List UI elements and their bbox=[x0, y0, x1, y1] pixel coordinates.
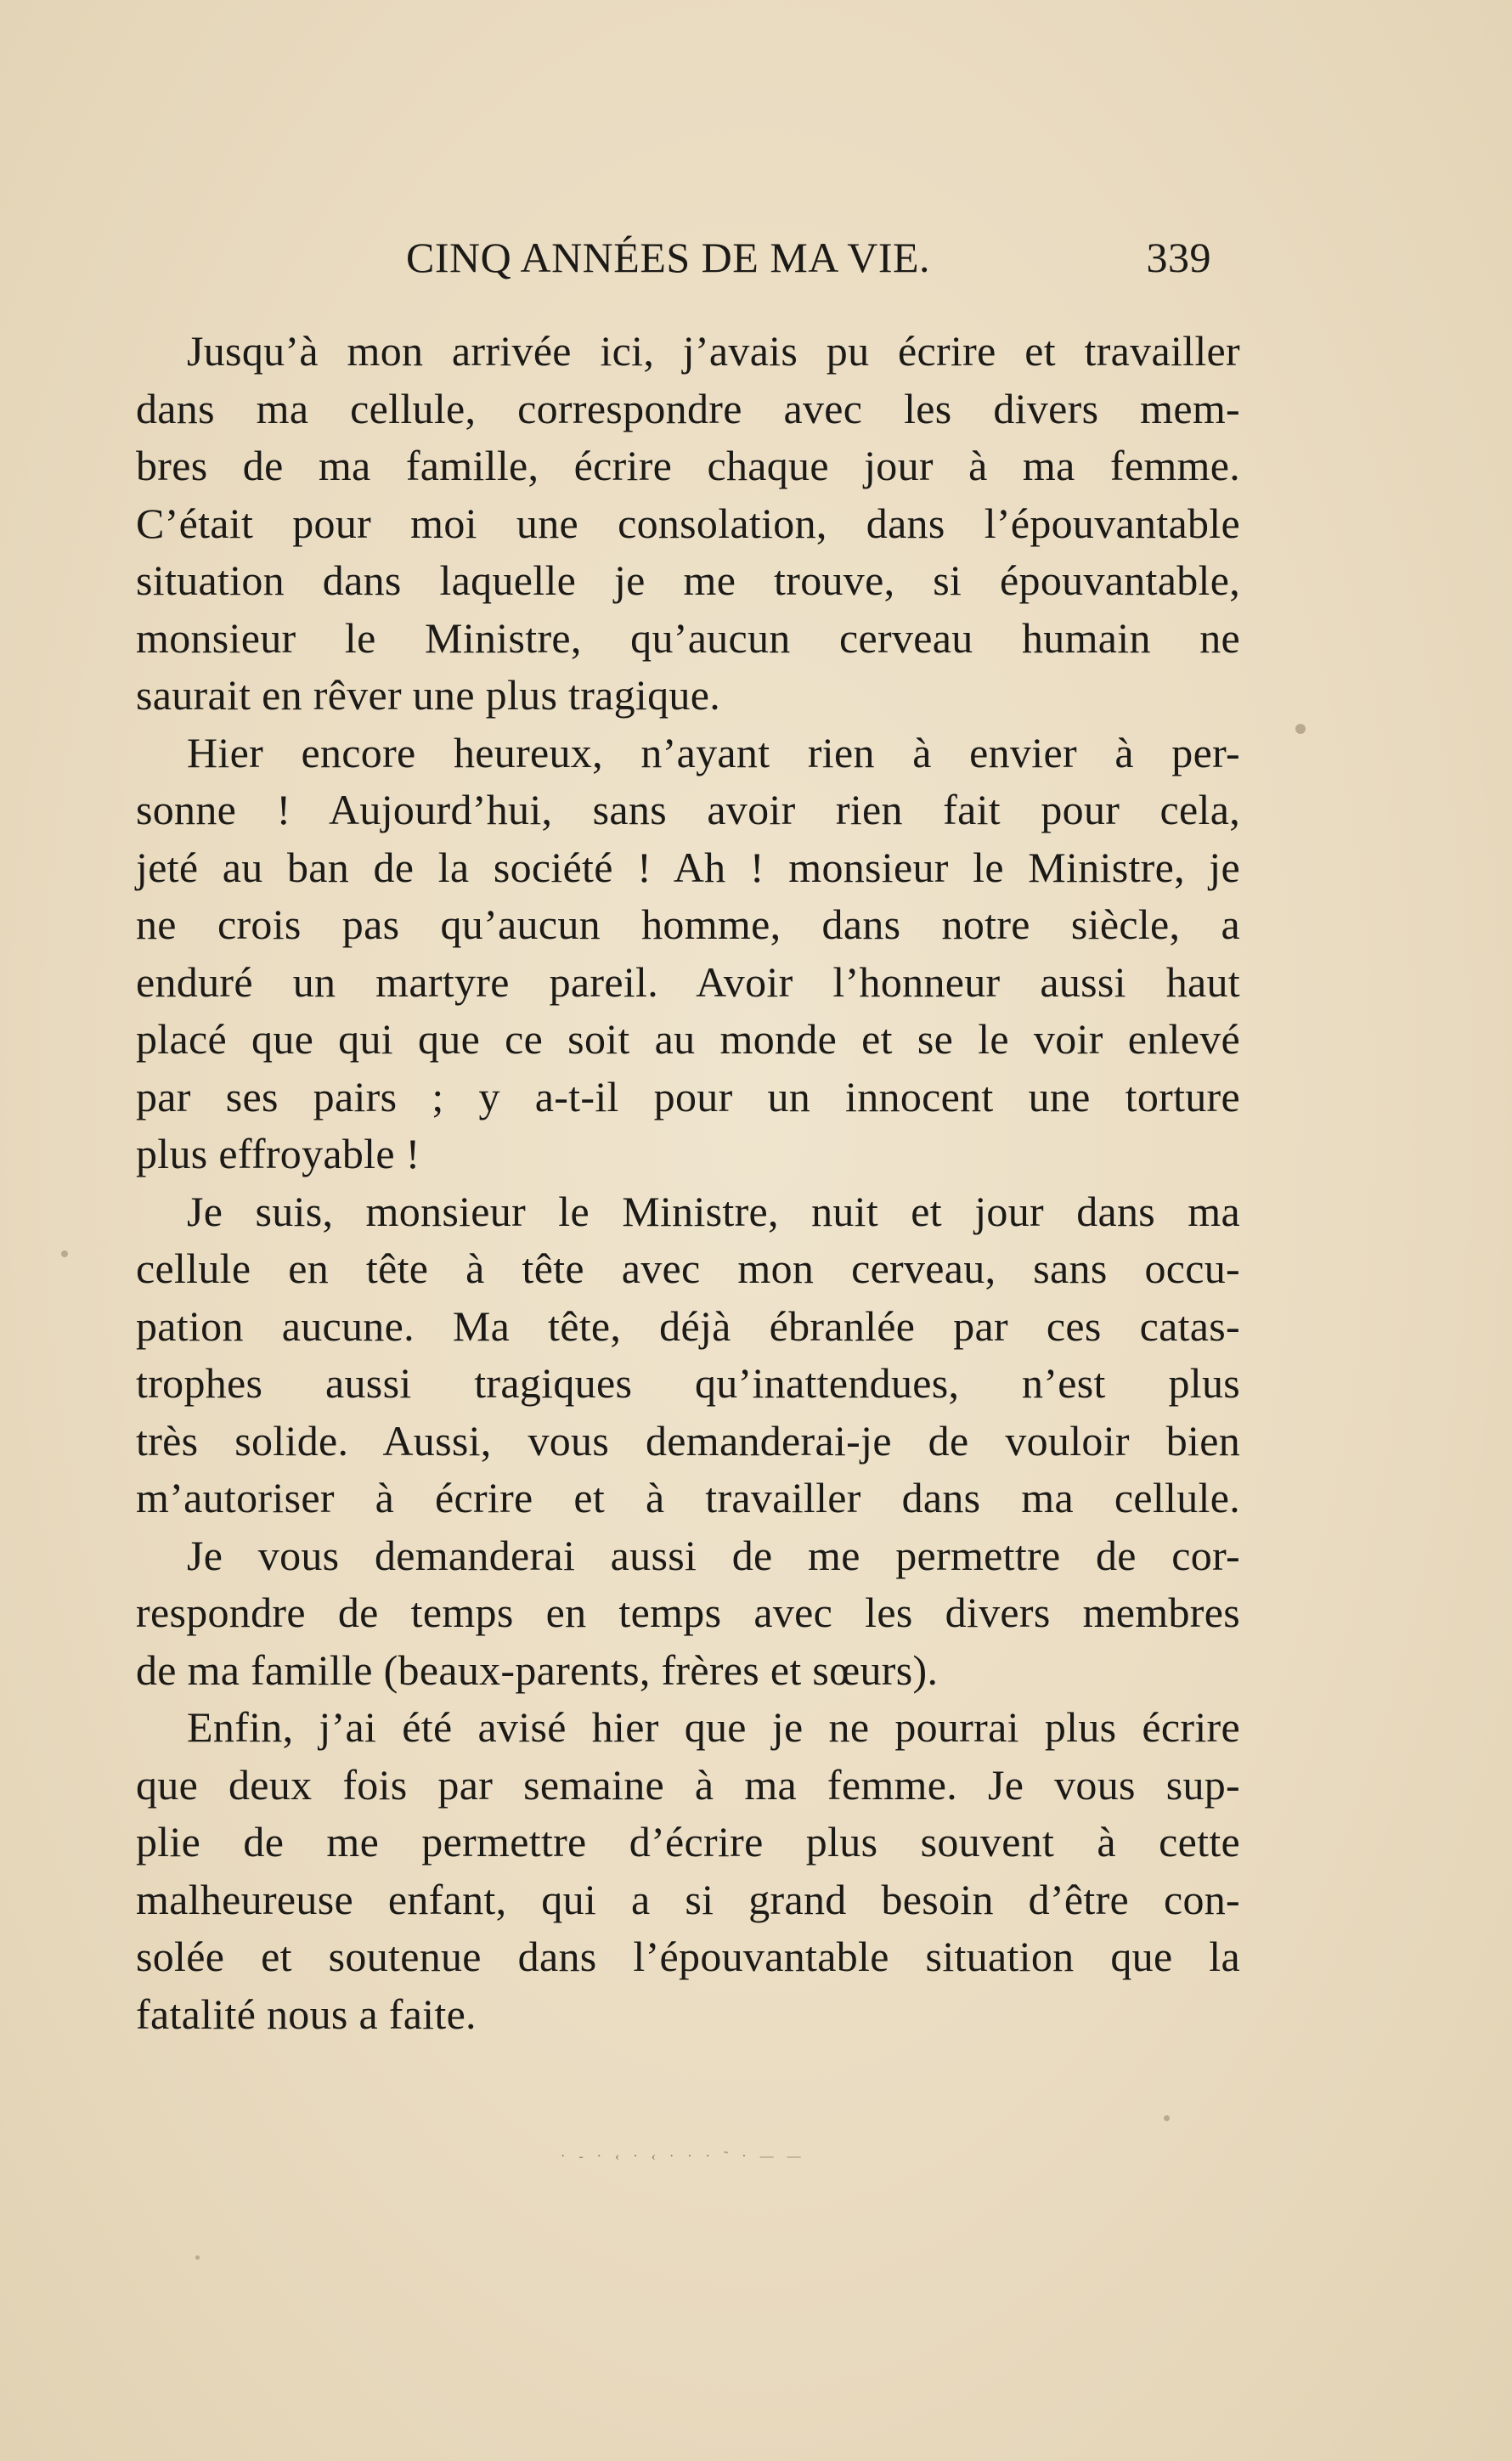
running-head bbox=[406, 228, 1211, 287]
text-line: Enfin, j’ai été avisé hier que je ne pourrai plus écrire bbox=[187, 1703, 1240, 1751]
text-line: Je vous demanderai aussi de me permettre de cor- bbox=[187, 1531, 1240, 1579]
text-line: m’autoriser à écrire et à travailler dans ma cellule. bbox=[136, 1474, 1240, 1521]
text-line: cellule en tête à tête avec mon cerveau, sans occu- bbox=[136, 1245, 1240, 1292]
text-line: plie de me permettre d’écrire plus souvent à cette bbox=[136, 1818, 1240, 1866]
text-line: ne crois pas qu’aucun homme, dans notre siècle, a bbox=[136, 900, 1240, 948]
text-line: enduré un martyre pareil. Avoir l’honneur aussi haut bbox=[136, 957, 1240, 1006]
text-line: très solide. Aussi, vous demanderai-je de vouloir bien bbox=[136, 1416, 1240, 1465]
text-line: par ses pairs ; y a-t-il pour un innocent une torture bbox=[136, 1072, 1240, 1120]
text-line: fatalité nous a faite. bbox=[136, 1990, 477, 2038]
paper-speck bbox=[61, 1250, 68, 1257]
text-line: trophes aussi tragiques qu’inattendues, n’est plus bbox=[136, 1359, 1240, 1407]
text-line: que deux fois par semaine à ma femme. Je vous sup- bbox=[136, 1760, 1240, 1809]
text-line: Je suis, monsieur le Ministre, nuit et jour dans ma bbox=[187, 1187, 1240, 1235]
paper-speck bbox=[1164, 2115, 1170, 2121]
text-line: respondre de temps en temps avec les divers membres bbox=[136, 1589, 1240, 1636]
text-line: Jusqu’à mon arrivée ici, j’avais pu écrire et travailler bbox=[187, 327, 1240, 375]
paper-speck bbox=[195, 2255, 200, 2260]
page-number: 339 bbox=[1146, 234, 1211, 281]
text-line: C’était pour moi une consolation, dans l’épouvantable bbox=[136, 499, 1240, 547]
text-line: bres de ma famille, écrire chaque jour à ma femme. bbox=[136, 442, 1240, 489]
text-line: jeté au ban de la société ! Ah ! monsieur le Ministre, je bbox=[136, 843, 1240, 891]
paper-speck bbox=[1295, 724, 1306, 734]
text-line: dans ma cellule, correspondre avec les divers mem- bbox=[136, 384, 1240, 432]
text-line: sonne ! Aujourd’hui, sans avoir rien fait pour cela, bbox=[136, 786, 1240, 833]
text-line: saurait en rêver une plus tragique. bbox=[136, 671, 721, 719]
text-line: pation aucune. Ma tête, déjà ébranlée par ces catas- bbox=[136, 1301, 1240, 1350]
text-line: malheureuse enfant, qui a si grand besoin d’être con- bbox=[136, 1875, 1240, 1923]
text-line: solée et soutenue dans l’épouvantable situation que la bbox=[136, 1933, 1240, 1980]
text-line: situation dans laquelle je me trouve, si épouvantable, bbox=[136, 556, 1240, 604]
text-line: placé que qui que ce soit au monde et se le voir enlevé bbox=[136, 1015, 1240, 1063]
ornament-mark: · - · ‹ · ‹ · · · ˜ · — — bbox=[561, 2149, 806, 2164]
text-line: plus effroyable ! bbox=[136, 1130, 420, 1177]
body-text bbox=[136, 323, 1240, 2043]
running-title: CINQ ANNÉES DE MA VIE. bbox=[406, 234, 931, 281]
text-line: monsieur le Ministre, qu’aucun cerveau humain ne bbox=[136, 613, 1240, 662]
text-line: de ma famille (beaux-parents, frères et sœurs). bbox=[136, 1645, 939, 1694]
text-line: Hier encore heureux, n’ayant rien à envier à per- bbox=[187, 728, 1240, 776]
